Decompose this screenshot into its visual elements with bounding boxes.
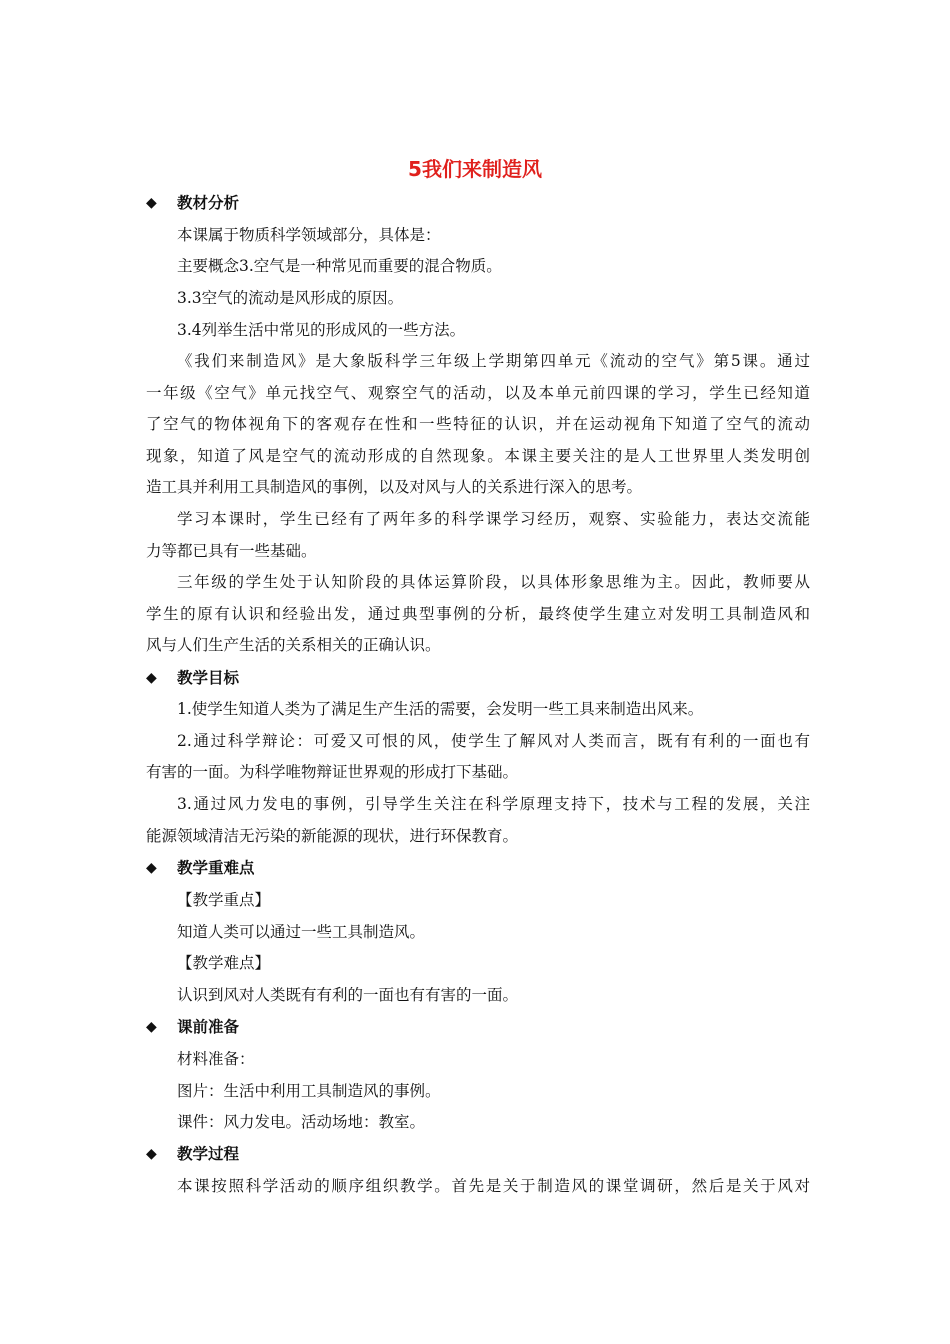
paragraph-line: 造工具并利用工具制造风的事例，以及对风与人的关系进行深入的思考。 [146,478,643,496]
paragraph-line: 认识到风对人类既有有利的一面也有有害的一面。 [177,986,519,1004]
paragraph-line: 【教学重点】 [177,891,271,909]
bullet-icon: ◆ [146,1146,157,1162]
paragraph-line: 主要概念3.空气是一种常见而重要的混合物质。 [177,257,502,275]
paragraph-line: 3.3空气的流动是风形成的原因。 [177,289,404,307]
bullet-icon: ◆ [146,670,157,686]
paragraph-line: 图片：生活中利用工具制造风的事例。 [177,1082,441,1100]
paragraph-line: 力等都已具有一些基础。 [146,542,317,560]
section-heading-keypoints: 教学重难点 [177,859,255,877]
document-title: 5我们来制造风 [408,157,542,181]
paragraph-line: 【教学难点】 [177,954,271,972]
section-heading-goals: 教学目标 [177,669,240,687]
paragraph-line: 《我们来制造风》是大象版科学三年级上学期第四单元《流动的空气》第5课。通过 [177,352,810,370]
paragraph-line: 三年级的学生处于认知阶段的具体运算阶段，以具体形象思维为主。因此，教师要从 [177,573,810,591]
paragraph-line: 学生的原有认识和经验出发，通过典型事例的分析，最终使学生建立对发明工具制造风和 [146,605,810,623]
paragraph-line: 本课按照科学活动的顺序组织教学。首先是关于制造风的课堂调研，然后是关于风对 [177,1177,810,1195]
bullet-icon: ◆ [146,195,157,211]
paragraph-line: 课件：风力发电。活动场地：教室。 [177,1113,426,1131]
paragraph-line: 风与人们生产生活的关系相关的正确认识。 [146,636,441,654]
section-heading-preparation: 课前准备 [177,1018,240,1036]
paragraph-line: 现象，知道了风是空气的流动形成的自然现象。本课主要关注的是人工世界里人类发明创 [146,447,810,465]
bullet-icon: ◆ [146,860,157,876]
paragraph-line: 1.使学生知道人类为了满足生产生活的需要，会发明一些工具来制造出风来。 [177,700,704,718]
paragraph-line: 一年级《空气》单元找空气、观察空气的活动，以及本单元前四课的学习，学生已经知道 [146,384,810,402]
paragraph-line: 本课属于物质科学领域部分，具体是： [177,226,441,244]
paragraph-line: 了空气的物体视角下的客观存在性和一些特征的认识，并在运动视角下知道了空气的流动 [146,415,810,433]
section-heading-analysis: 教材分析 [177,194,240,212]
paragraph-line: 材料准备： [177,1050,255,1068]
paragraph-line: 2.通过科学辩论：可爱又可恨的风，使学生了解风对人类而言，既有有利的一面也有 [177,732,810,750]
paragraph-line: 3.4列举生活中常见的形成风的一些方法。 [177,321,466,339]
paragraph-line: 有害的一面。为科学唯物辩证世界观的形成打下基础。 [146,763,519,781]
section-heading-process: 教学过程 [177,1145,240,1163]
paragraph-line: 3.通过风力发电的事例，引导学生关注在科学原理支持下，技术与工程的发展，关注 [177,795,810,813]
bullet-icon: ◆ [146,1019,157,1035]
paragraph-line: 学习本课时，学生已经有了两年多的科学课学习经历，观察、实验能力，表达交流能 [177,510,810,528]
paragraph-line: 知道人类可以通过一些工具制造风。 [177,923,426,941]
paragraph-line: 能源领域清洁无污染的新能源的现状，进行环保教育。 [146,827,519,845]
